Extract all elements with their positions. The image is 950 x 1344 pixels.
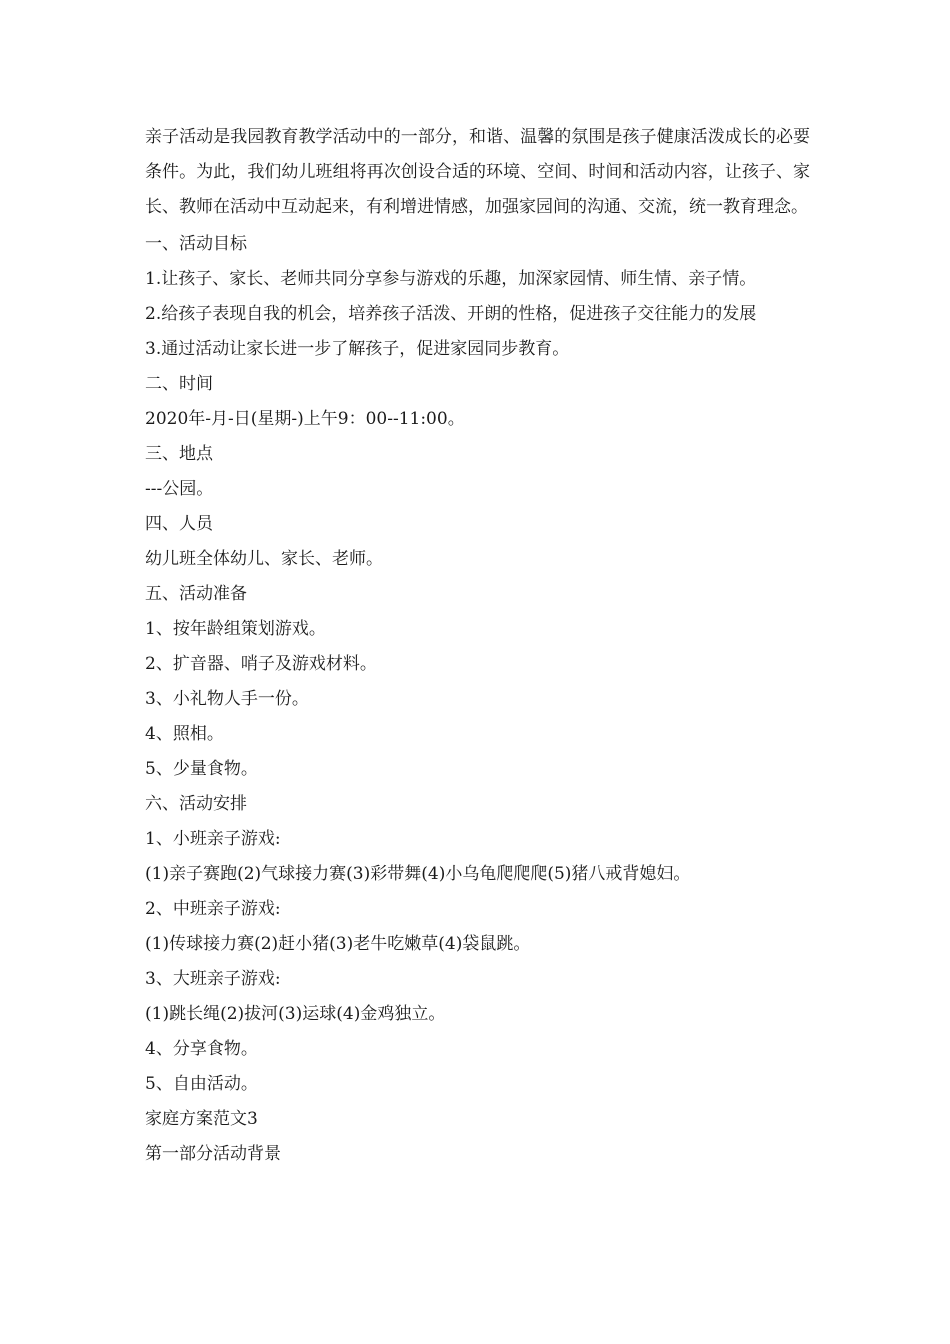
goal-item-1: 1.让孩子、家长、老师共同分享参与游戏的乐趣，加深家园情、师生情、亲子情。 [145, 269, 757, 289]
preparation-item-5: 5、少量食物。 [145, 759, 258, 779]
schedule-middle-class-games: (1)传球接力赛(2)赶小猪(3)老牛吃嫩草(4)袋鼠跳。 [145, 934, 531, 954]
schedule-large-class-games: (1)跳长绳(2)拔河(3)运球(4)金鸡独立。 [145, 1004, 446, 1024]
preparation-item-1: 1、按年龄组策划游戏。 [145, 619, 326, 639]
schedule-large-class: 3、大班亲子游戏: [145, 969, 281, 989]
preparation-item-4: 4、照相。 [145, 724, 224, 744]
schedule-small-class-games: (1)亲子赛跑(2)气球接力赛(3)彩带舞(4)小乌龟爬爬爬(5)猪八戒背媳妇。 [145, 864, 691, 884]
schedule-middle-class: 2、中班亲子游戏: [145, 899, 281, 919]
document-body [145, 120, 810, 1172]
heading-schedule: 六、活动安排 [145, 794, 247, 814]
time-text: 2020年-月-日(星期-)上午9：00--11:00。 [145, 409, 465, 429]
part-one-heading: 第一部分活动背景 [145, 1144, 281, 1164]
preparation-item-3: 3、小礼物人手一份。 [145, 689, 309, 709]
schedule-free-activity: 5、自由活动。 [145, 1074, 258, 1094]
participants-text: 幼儿班全体幼儿、家长、老师。 [145, 549, 383, 569]
heading-location: 三、地点 [145, 444, 213, 464]
goal-item-2: 2.给孩子表现自我的机会，培养孩子活泼、开朗的性格，促进孩子交往能力的发展 [145, 304, 757, 324]
goal-item-3: 3.通过活动让家长进一步了解孩子，促进家园同步教育。 [145, 339, 570, 359]
section-title-plan-3: 家庭方案范文3 [145, 1109, 258, 1129]
heading-participants: 四、人员 [145, 514, 213, 534]
intro-paragraph: 亲子活动是我园教育教学活动中的一部分，和谐、温馨的氛围是孩子健康活泼成长的必要条件。为此，我们幼儿班组将再次创设合适的环境、空间、时间和活动内容，让孩子、家长、教师在活动中互动起来，有利增进情感，加强家园间的沟通、交流，统一教育理念。 [145, 127, 810, 217]
preparation-item-2: 2、扩音器、哨子及游戏材料。 [145, 654, 377, 674]
schedule-share-food: 4、分享食物。 [145, 1039, 258, 1059]
heading-activity-goals: 一、活动目标 [145, 234, 247, 254]
heading-time: 二、时间 [145, 374, 213, 394]
location-text: ---公园。 [145, 479, 214, 499]
heading-preparation: 五、活动准备 [145, 584, 247, 604]
schedule-small-class: 1、小班亲子游戏: [145, 829, 281, 849]
